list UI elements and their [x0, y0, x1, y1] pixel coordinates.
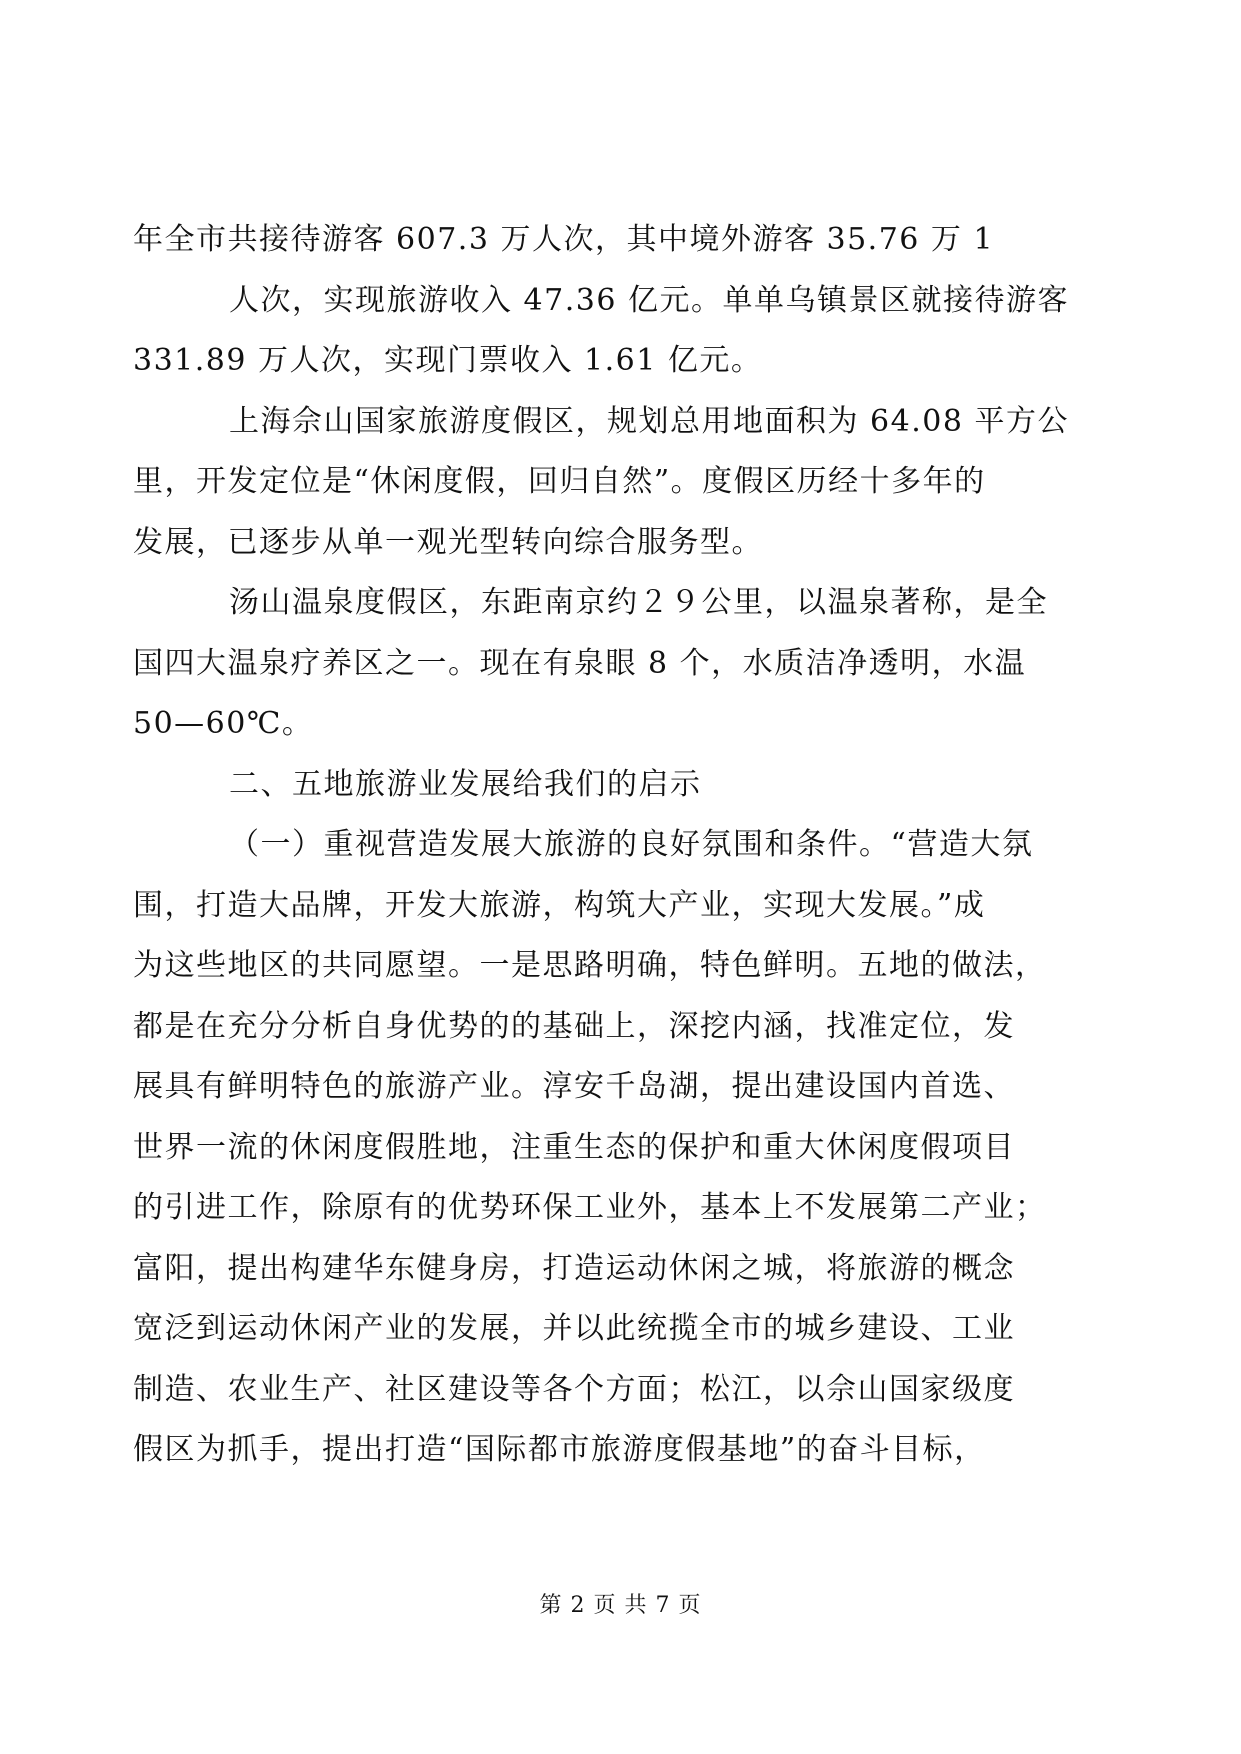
text-line: 为这些地区的共同愿望。一是思路明确，特色鲜明。五地的做法， — [133, 948, 1047, 983]
text-line: 围，打造大品牌，开发大旅游，构筑大产业，实现大发展。”成 — [133, 887, 986, 923]
text-line: 50—60℃。 — [133, 706, 314, 741]
text-line: 展具有鲜明特色的旅游产业。淳安千岛湖，提出建设国内首选、 — [133, 1069, 1015, 1104]
text-line: 年全市共接待游客 607.3 万人次，其中境外游客 35.76 万 1 — [133, 222, 995, 257]
text-line: 宽泛到运动休闲产业的发展，并以此统揽全市的城乡建设、工业 — [133, 1311, 1015, 1346]
text-line: 世界一流的休闲度假胜地，注重生态的保护和重大休闲度假项目 — [133, 1129, 1015, 1165]
text-line: 汤山温泉度假区，东距南京约２９公里，以温泉著称，是全 — [229, 585, 1048, 620]
text-line: 国四大温泉疗养区之一。现在有泉眼 8 个，水质洁净透明，水温 — [133, 645, 1027, 681]
text-line: 人次，实现旅游收入 47.36 亿元。单单乌镇景区就接待游客 — [229, 282, 1069, 318]
text-line: 331.89 万人次，实现门票收入 1.61 亿元。 — [133, 343, 763, 378]
text-line: 都是在充分分析自身优势的的基础上，深挖内涵，找准定位，发 — [133, 1008, 1015, 1044]
text-line: 二、五地旅游业发展给我们的启示 — [229, 766, 702, 802]
page-footer: 第 2 页 共 7 页 — [539, 1593, 702, 1618]
text-line: 假区为抓手，提出打造“国际都市旅游度假基地”的奋斗目标， — [133, 1432, 986, 1467]
document-body — [133, 210, 1093, 1481]
text-line: 富阳，提出构建华东健身房，打造运动休闲之城，将旅游的概念 — [133, 1250, 1015, 1286]
text-line: 制造、农业生产、社区建设等各个方面；松江，以佘山国家级度 — [133, 1371, 1015, 1407]
text-line: 的引进工作，除原有的优势环保工业外，基本上不发展第二产业； — [133, 1190, 1047, 1225]
text-line: （一）重视营造发展大旅游的良好氛围和条件。“营造大氛 — [229, 827, 1034, 862]
text-line: 上海佘山国家旅游度假区，规划总用地面积为 64.08 平方公 — [229, 403, 1069, 439]
text-line: 发展，已逐步从单一观光型转向综合服务型。 — [133, 524, 763, 560]
text-line: 里，开发定位是“休闲度假，回归自然”。度假区历经十多年的 — [133, 464, 986, 499]
